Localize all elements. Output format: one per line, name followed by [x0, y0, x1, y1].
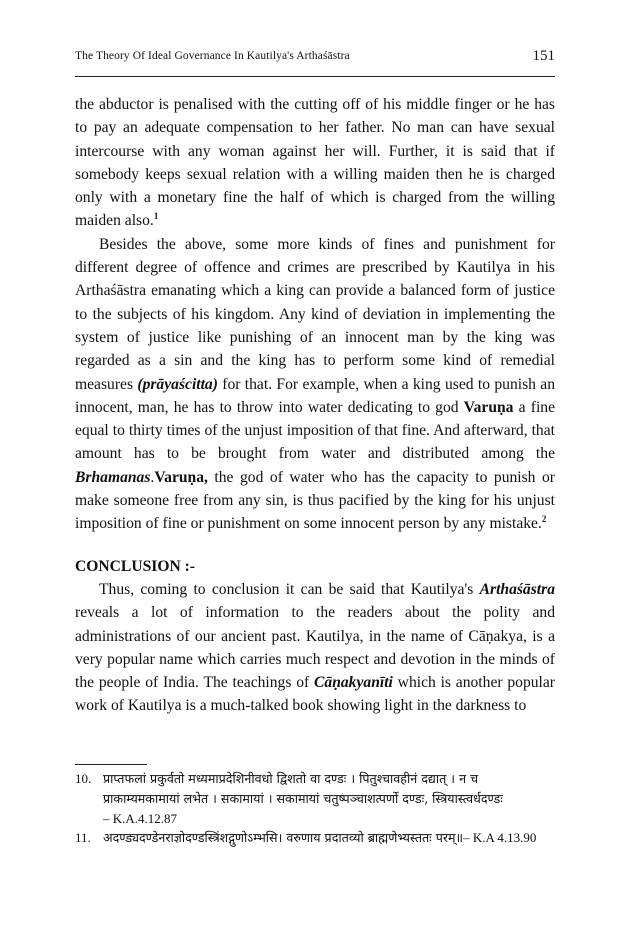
footnote-11: [75, 828, 555, 848]
term-canakyaniti: Cāṇakyanīti: [314, 674, 393, 692]
page-number: 151: [532, 48, 555, 64]
footnote-number: 11.: [75, 830, 91, 846]
footnote-sanskrit-text: प्राप्तफलां प्रकुर्वतो मध्यमाप्रदेशिनीवधो द्विशतो वा दण्डः । पितुश्चावहीनं दद्यात् । न च प्राकाम्यमकामायां लभेत । सकामायां । सकामायां चतुष्पञ्चाशत्पर्णो दण्डः, स्त्रियास्त्वर्धदण्डः: [103, 771, 503, 806]
term-varuna: Varuṇa: [463, 398, 514, 416]
conclusion-text-c: which is another popular work of Kautilya is a much-talked book showing light in the darkness to: [75, 674, 555, 715]
paragraph-1-text: the abductor is penalised with the cutting off of his middle finger or he has to pay an adequate compensation to her father. No man can have sexual intercourse with any woman against her will. Further, it is said that if somebody keeps sexual relation with a willing maiden then he is charged only with a monetary fine the half of which is charged from the willing maiden also.: [75, 96, 555, 230]
footnotes: [75, 769, 555, 848]
paragraph-2-text-a: Besides the above, some more kinds of fines and punishment for different degree of offence and crimes are prescribed by Kautilya in his Arthaśāstra emanating which a king can provide a balanced form of justice to the subjects of his kingdom. Any kind of deviation in implementing the system of justice like punishing of an innocent man by the king was regarded as a sin and the king has to perform some kind of remedial measures: [75, 235, 555, 393]
conclusion-text-a: Thus, coming to conclusion it can be said that Kautilya's: [99, 580, 480, 598]
term-arthasastra: Arthaśāstra: [479, 580, 555, 598]
footnote-sanskrit-text: अदण्ड्यदण्डेनराज्ञोदण्डस्त्रिंशद्गुणोऽम्भसि। वरुणाय प्रदातव्यो ब्राह्मणेभ्यस्ततः परम्॥: [103, 830, 464, 846]
running-header: [75, 48, 555, 77]
footnote-number: 10.: [75, 771, 92, 786]
footnote-divider: [75, 764, 147, 765]
header-title: The Theory Of Ideal Governance In Kautilya's Arthaśāstra: [75, 50, 350, 62]
footnote-citation: – K.A 4.13.90: [463, 830, 537, 846]
paragraph-1: [75, 93, 555, 233]
paragraph-2-text-d: .: [150, 468, 155, 486]
conclusion-paragraph: [75, 578, 555, 718]
paragraph-2-text-b: for that. For example, when a king used to punish an innocent, man, he has to throw into water dedicating to god: [75, 375, 556, 416]
footnote-ref-2: 2: [541, 514, 547, 525]
paragraph-2-text-e: the god of water who has the capacity to punish or make someone free from any sin, is thus pacified by the king for his unjust imposition of fine or punishment on some innocent person by any mistake.: [75, 468, 555, 533]
conclusion-heading: CONCLUSION :-: [75, 557, 195, 575]
body-text: [75, 93, 555, 718]
conclusion-text-b: reveals a lot of information to the readers about the polity and administrations of our ancient past. Kautilya, in the name of Cāṇakya, is a very popular name which carries much respect and devotion in the minds of the people of India. The teachings of: [75, 604, 555, 692]
term-varuna-2: Varuṇa,: [154, 468, 208, 486]
document-page: [75, 0, 555, 945]
footnote-citation: – K.A.4.12.87: [103, 810, 178, 826]
paragraph-2-text-c: a fine equal to thirty times of the unjust imposition of that fine. And afterward, that amount has to be brought from water and distributed among the: [75, 398, 556, 463]
footnote-ref-1: 1: [153, 211, 159, 222]
footnote-10: [75, 769, 555, 828]
paragraph-2: [75, 233, 555, 536]
term-brhamanas: Brhamanas: [75, 468, 151, 486]
term-prayascitta: (prāyaścitta): [137, 375, 218, 393]
